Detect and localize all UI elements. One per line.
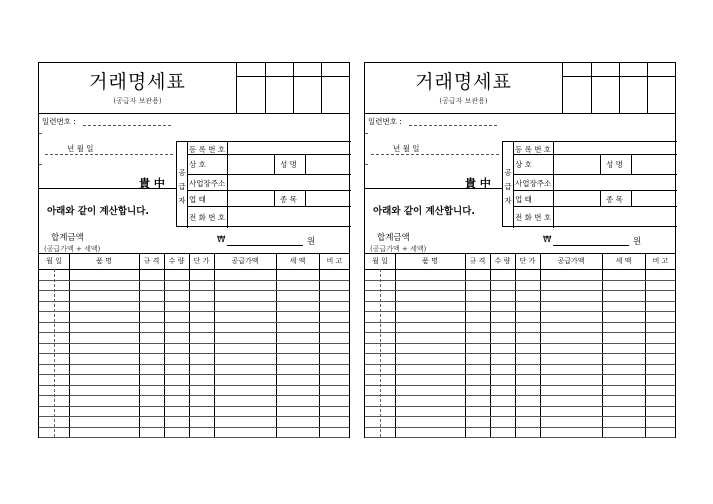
items-col-line — [69, 254, 70, 437]
approval-box-divider — [647, 63, 648, 113]
supplier-side-char: 공 — [504, 168, 512, 177]
table-row[interactable] — [365, 311, 675, 312]
table-row[interactable] — [365, 280, 675, 281]
items-col-line — [645, 254, 646, 437]
phone-label: 전 화 번 호 — [515, 213, 552, 222]
total-amount-field[interactable] — [227, 245, 303, 246]
supplier-col-line — [600, 190, 601, 206]
table-row[interactable] — [39, 322, 349, 323]
supplier-col-line — [305, 154, 306, 174]
supplier-row-line — [513, 206, 677, 207]
title-divider — [39, 113, 349, 114]
table-row[interactable] — [39, 332, 349, 333]
table-row[interactable] — [365, 322, 675, 323]
business-type-label: 업 태 — [515, 195, 532, 204]
items-col-line — [540, 254, 541, 437]
company-label: 상 호 — [189, 160, 206, 169]
supplier-col-line — [274, 154, 275, 174]
serial-label: 일련번호 : — [42, 117, 76, 126]
supplier-side-char: 급 — [178, 182, 186, 191]
table-row[interactable] — [365, 301, 675, 302]
table-row[interactable] — [365, 437, 675, 438]
recipient-line — [365, 188, 502, 189]
items-table — [365, 253, 675, 437]
table-row[interactable] — [365, 406, 675, 407]
items-col-line — [276, 254, 277, 437]
table-row[interactable] — [39, 353, 349, 354]
col-tax-header: 세 액 — [289, 257, 306, 265]
table-row[interactable] — [39, 280, 349, 281]
table-row[interactable] — [365, 374, 675, 375]
table-row[interactable] — [365, 364, 675, 365]
col-qty-header: 수 량 — [168, 257, 185, 265]
date-label: 년 월 일 — [393, 144, 420, 153]
name-label: 성 명 — [606, 160, 623, 169]
table-row[interactable] — [39, 416, 349, 417]
col-spec-header: 규 격 — [469, 257, 486, 265]
items-header-line — [39, 269, 349, 270]
serial-field[interactable] — [409, 125, 497, 126]
col-tax-header: 세 액 — [615, 257, 632, 265]
business-item-label: 종 목 — [280, 195, 297, 204]
form-title: 거래명세표 — [415, 71, 512, 93]
col-qty-header: 수 량 — [494, 257, 511, 265]
table-row[interactable] — [39, 290, 349, 291]
supplier-side-char: 자 — [504, 196, 512, 205]
fold-mark — [365, 164, 368, 165]
col-date-header: 월 일 — [46, 257, 62, 265]
supplier-col-line — [600, 154, 601, 174]
approval-box-divider — [265, 63, 266, 113]
table-row[interactable] — [39, 343, 349, 344]
fold-mark — [365, 133, 368, 134]
table-row[interactable] — [39, 427, 349, 428]
currency-symbol: ₩ — [543, 235, 552, 245]
col-item-header: 품 명 — [96, 257, 112, 265]
total-label: 합계금액 — [377, 233, 410, 243]
supplier-block — [502, 141, 677, 227]
address-label: 사업장주소 — [189, 179, 226, 188]
supplier-side-label — [178, 166, 186, 208]
approval-header-line — [562, 76, 675, 77]
fold-mark — [39, 133, 42, 134]
approval-box-divider — [591, 63, 592, 113]
total-amount-field[interactable] — [553, 245, 629, 246]
col-item-header: 품 명 — [422, 257, 438, 265]
table-row[interactable] — [39, 374, 349, 375]
approval-box-divider — [321, 63, 322, 113]
table-row[interactable] — [39, 395, 349, 396]
col-note-header: 비 고 — [652, 257, 669, 265]
approval-box-divider — [236, 63, 237, 113]
items-col-line — [189, 254, 190, 437]
items-col-line — [164, 254, 165, 437]
supplier-col-line — [631, 190, 632, 206]
table-row[interactable] — [365, 416, 675, 417]
approval-header-line — [236, 76, 349, 77]
serial-field[interactable] — [83, 125, 171, 126]
table-row[interactable] — [39, 311, 349, 312]
table-row[interactable] — [365, 385, 675, 386]
items-col-line — [319, 254, 320, 437]
items-col-line — [139, 254, 140, 437]
table-row[interactable] — [39, 406, 349, 407]
title-divider — [365, 113, 675, 114]
supplier-row-line — [187, 174, 351, 175]
date-label: 년 월 일 — [67, 144, 94, 153]
table-row[interactable] — [365, 395, 675, 396]
invoice-form-2 — [364, 62, 676, 438]
items-col-line — [395, 254, 396, 437]
items-header-line — [365, 269, 675, 270]
items-col-line — [602, 254, 603, 437]
total-sub-label: (공급가액 + 세액) — [370, 245, 427, 253]
business-type-label: 업 태 — [189, 195, 206, 204]
unit-label: 원 — [307, 237, 316, 247]
date-field[interactable] — [45, 154, 173, 155]
supplier-col-line — [631, 154, 632, 174]
fold-mark — [39, 164, 42, 165]
total-sub-label: (공급가액 + 세액) — [44, 245, 101, 253]
table-row[interactable] — [365, 332, 675, 333]
col-spec-header: 규 격 — [143, 257, 160, 265]
table-row[interactable] — [39, 364, 349, 365]
supplier-col-line — [305, 190, 306, 206]
col-supply-header: 공급가액 — [231, 257, 259, 265]
form-subtitle: (공급자 보관용) — [439, 97, 488, 105]
serial-label: 일련번호 : — [368, 117, 402, 126]
supplier-side-char: 급 — [504, 182, 512, 191]
reg-no-label: 등 록 번 호 — [515, 145, 552, 154]
address-label: 사업장주소 — [515, 179, 552, 188]
supplier-side-char: 공 — [178, 168, 186, 177]
notice-text: 아래와 같이 계산합니다. — [47, 206, 149, 217]
items-col-line — [490, 254, 491, 437]
company-label: 상 호 — [515, 160, 532, 169]
table-row[interactable] — [365, 353, 675, 354]
supplier-row-line — [187, 190, 351, 191]
table-row[interactable] — [39, 301, 349, 302]
supplier-col-line — [274, 190, 275, 206]
supplier-side-char: 자 — [178, 196, 186, 205]
name-label: 성 명 — [280, 160, 297, 169]
form-subtitle: (공급자 보관용) — [113, 97, 162, 105]
table-row[interactable] — [39, 437, 349, 438]
table-row[interactable] — [365, 343, 675, 344]
phone-label: 전 화 번 호 — [189, 213, 226, 222]
reg-no-label: 등 록 번 호 — [189, 145, 226, 154]
currency-symbol: ₩ — [217, 235, 226, 245]
recipient-label: 貴 中 — [139, 177, 165, 190]
form-title: 거래명세표 — [89, 71, 186, 93]
approval-box-divider — [619, 63, 620, 113]
business-item-label: 종 목 — [606, 195, 623, 204]
approval-box-divider — [293, 63, 294, 113]
unit-label: 원 — [633, 237, 642, 247]
col-supply-header: 공급가액 — [557, 257, 585, 265]
supplier-row-line — [513, 190, 677, 191]
table-row[interactable] — [39, 385, 349, 386]
recipient-label: 貴 中 — [465, 177, 491, 190]
invoice-form-1 — [38, 62, 350, 438]
recipient-line — [39, 188, 176, 189]
approval-box-divider — [562, 63, 563, 113]
total-label: 합계금액 — [51, 233, 84, 243]
col-price-header: 단 가 — [193, 257, 210, 265]
items-table — [39, 253, 349, 437]
table-row[interactable] — [365, 427, 675, 428]
col-note-header: 비 고 — [326, 257, 343, 265]
supplier-row-line — [513, 174, 677, 175]
items-col-line — [214, 254, 215, 437]
items-col-line — [515, 254, 516, 437]
col-price-header: 단 가 — [519, 257, 536, 265]
supplier-side-label — [504, 166, 512, 208]
notice-text: 아래와 같이 계산합니다. — [373, 206, 475, 217]
supplier-row-line — [187, 206, 351, 207]
items-col-line — [465, 254, 466, 437]
table-row[interactable] — [365, 290, 675, 291]
col-date-header: 월 일 — [372, 257, 388, 265]
supplier-block — [176, 141, 351, 227]
date-field[interactable] — [371, 154, 499, 155]
